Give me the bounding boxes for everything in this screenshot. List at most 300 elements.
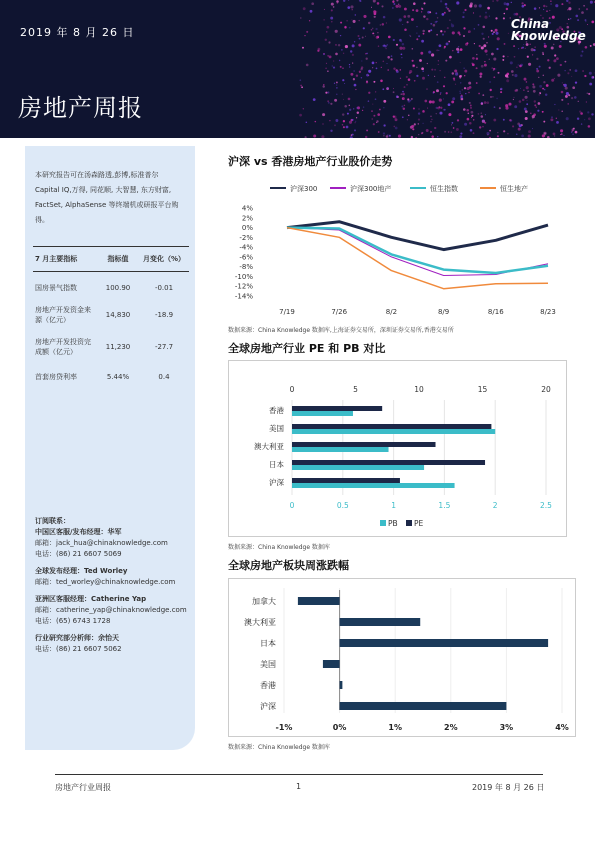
decor-dot xyxy=(444,12,445,13)
decor-dot xyxy=(579,110,581,112)
decor-dot xyxy=(300,79,302,81)
decor-dot xyxy=(349,109,351,111)
legend-label: 沪深300地产 xyxy=(350,185,392,193)
decor-dot xyxy=(430,116,432,118)
decor-dot xyxy=(416,33,417,34)
decor-dot xyxy=(524,108,527,111)
decor-dot xyxy=(299,114,302,117)
section3-source: 数据来源：China Knowledge 数据库 xyxy=(228,744,330,751)
decor-dot xyxy=(382,88,384,90)
decor-dot xyxy=(566,0,568,2)
decor-dot xyxy=(351,19,352,20)
decor-dot xyxy=(482,126,484,128)
cell-name: 房地产开发投资完成额（亿元） xyxy=(35,338,91,356)
y-tick-label: -10% xyxy=(234,272,253,281)
decor-dot xyxy=(395,127,398,130)
decor-dot xyxy=(481,113,482,114)
decor-dot xyxy=(356,107,358,109)
decor-dot xyxy=(412,128,414,130)
decor-dot xyxy=(452,31,455,34)
decor-dot xyxy=(401,57,402,58)
decor-dot xyxy=(460,82,461,83)
decor-dot xyxy=(528,63,531,66)
decor-dot xyxy=(439,70,440,71)
decor-dot xyxy=(437,81,439,83)
decor-dot xyxy=(483,38,485,40)
decor-dot xyxy=(590,1,593,4)
decor-dot xyxy=(445,3,448,6)
decor-dot xyxy=(430,29,432,31)
decor-dot xyxy=(407,15,410,18)
decor-dot xyxy=(463,11,465,13)
decor-dot xyxy=(563,135,564,136)
decor-dot xyxy=(550,118,553,121)
decor-dot xyxy=(460,133,462,135)
decor-dot xyxy=(468,92,469,93)
decor-dot xyxy=(440,94,441,95)
decor-dot xyxy=(530,44,531,45)
decor-dot xyxy=(423,15,425,17)
decor-dot xyxy=(481,65,484,68)
pe-bar xyxy=(292,442,436,447)
section2-title: 全球房地产行业 PE 和 PB 对比 xyxy=(228,342,386,355)
decor-dot xyxy=(492,0,493,1)
decor-dot xyxy=(408,78,411,81)
decor-dot xyxy=(415,137,417,138)
decor-dot xyxy=(465,93,466,94)
decor-dot xyxy=(481,33,483,35)
decor-dot xyxy=(421,40,424,43)
decor-dot xyxy=(358,44,361,47)
decor-dot xyxy=(543,9,544,10)
decor-dot xyxy=(329,120,330,121)
pe-axis-tick: 15 xyxy=(477,385,488,394)
decor-dot xyxy=(414,123,416,125)
decor-dot xyxy=(418,112,420,114)
decor-dot xyxy=(343,99,344,100)
decor-dot xyxy=(457,51,459,53)
decor-dot xyxy=(474,43,475,44)
decor-dot xyxy=(464,70,467,73)
decor-dot xyxy=(544,43,546,45)
decor-dot xyxy=(554,78,555,79)
decor-dot xyxy=(343,53,344,54)
decor-dot xyxy=(505,107,508,110)
x-tick-label: 3% xyxy=(499,723,514,732)
decor-dot xyxy=(508,33,509,34)
decor-dot xyxy=(418,134,419,135)
decor-dot xyxy=(495,32,498,35)
decor-dot xyxy=(332,65,333,66)
x-tick-label: -1% xyxy=(275,723,293,732)
decor-dot xyxy=(586,101,587,102)
section3-title: 全球房地产板块周涨跌幅 xyxy=(228,559,349,572)
decor-dot xyxy=(372,104,373,105)
header-banner xyxy=(0,0,595,138)
category-label: 沪深 xyxy=(269,478,284,487)
decor-dot xyxy=(416,75,418,77)
decor-dot xyxy=(349,64,350,65)
decor-dot xyxy=(468,113,470,115)
decor-dot xyxy=(403,15,406,18)
decor-dot xyxy=(406,76,408,78)
decor-dot xyxy=(565,87,568,90)
decor-dot xyxy=(571,76,572,77)
decor-dot xyxy=(542,134,545,137)
decor-dot xyxy=(426,18,428,20)
decor-dot xyxy=(346,20,348,22)
decor-dot xyxy=(587,92,589,94)
decor-dot xyxy=(349,105,350,106)
decor-dot xyxy=(464,87,466,89)
decor-dot xyxy=(474,28,475,29)
header-value: 指标值 xyxy=(107,255,129,263)
decor-dot xyxy=(340,22,342,24)
decor-dot xyxy=(578,101,579,102)
decor-dot xyxy=(515,13,518,16)
decor-dot xyxy=(504,2,507,5)
decor-dot xyxy=(359,38,361,40)
legend-label: 沪深300 xyxy=(290,185,318,193)
decor-dot xyxy=(513,97,514,98)
decor-dot xyxy=(590,45,592,47)
decor-dot xyxy=(493,76,495,78)
decor-dot xyxy=(446,92,448,94)
decor-dot xyxy=(588,117,591,120)
x-tick-label: 8/2 xyxy=(385,308,398,316)
decor-dot xyxy=(574,96,577,99)
y-tick-label: 0% xyxy=(241,224,253,233)
decor-dot xyxy=(521,135,524,138)
decor-dot xyxy=(398,5,401,8)
decor-dot xyxy=(430,23,432,25)
decor-dot xyxy=(568,94,570,96)
contact-group xyxy=(35,633,195,655)
decor-dot xyxy=(323,19,324,20)
x-tick-label: 8/16 xyxy=(487,308,504,316)
decor-dot xyxy=(479,15,481,17)
decor-dot xyxy=(503,119,505,121)
footer-rule xyxy=(55,774,543,775)
decor-dot xyxy=(444,109,446,111)
decor-dot xyxy=(555,59,556,60)
decor-dot xyxy=(549,67,551,69)
decor-dot xyxy=(493,57,496,60)
decor-dot xyxy=(591,21,594,24)
decor-dot xyxy=(440,0,442,2)
legend-label: 恒生指数 xyxy=(430,185,458,193)
decor-dot xyxy=(455,84,456,85)
decor-dot xyxy=(452,50,454,52)
decor-dot xyxy=(526,43,529,46)
logo-line1: China xyxy=(511,17,550,31)
decor-dot xyxy=(489,59,490,60)
decor-dot xyxy=(495,17,497,19)
contact-phone: 电话：(86) 21 6607 5062 xyxy=(35,645,122,653)
decor-dot xyxy=(353,20,356,23)
pe-bar xyxy=(292,478,400,483)
decor-dot xyxy=(506,79,509,82)
decor-dot xyxy=(323,53,325,55)
decor-dot xyxy=(459,135,462,138)
decor-dot xyxy=(354,41,355,42)
decor-dot xyxy=(489,130,491,132)
decor-dot xyxy=(516,66,518,68)
decor-dot xyxy=(336,85,337,86)
decor-dot xyxy=(493,119,496,122)
decor-dot xyxy=(373,10,376,13)
decor-dot xyxy=(524,78,527,81)
decor-dot xyxy=(413,107,415,109)
decor-dot xyxy=(592,76,593,77)
decor-dot xyxy=(540,93,541,94)
pb-bar xyxy=(292,483,455,488)
decor-dot xyxy=(409,70,412,73)
decor-dot xyxy=(366,58,368,60)
decor-dot xyxy=(481,115,484,118)
decor-dot xyxy=(451,23,453,25)
decor-dot xyxy=(543,121,545,123)
decor-dot xyxy=(402,91,404,93)
decor-dot xyxy=(376,62,377,63)
decor-dot xyxy=(436,49,438,51)
decor-dot xyxy=(444,46,446,48)
decor-dot xyxy=(463,108,466,111)
intro-text: 本研究报告可在汤森路透,彭博,标准普尔 Capital IQ,万得, 同花顺, 大智慧, 东方财富, FactSet, AlphaSense 等终端机或研报平台购得。 xyxy=(35,171,179,224)
decor-dot xyxy=(343,126,345,128)
decor-dot xyxy=(361,77,362,78)
decor-dot xyxy=(437,21,438,22)
decor-dot xyxy=(342,113,344,115)
decor-dot xyxy=(478,24,480,26)
decor-dot xyxy=(343,120,345,122)
decor-dot xyxy=(383,61,385,63)
contact-email[interactable]: 邮箱：jack_hua@chinaknowledge.com xyxy=(35,539,168,547)
decor-dot xyxy=(483,44,486,47)
decor-dot xyxy=(487,101,490,104)
decor-dot xyxy=(539,66,541,68)
decor-dot xyxy=(331,3,334,6)
legend-swatch-pb xyxy=(380,520,386,526)
contact-email[interactable]: 邮箱：ted_worley@chinaknowledge.com xyxy=(35,578,176,586)
decor-dot xyxy=(372,67,373,68)
decor-dot xyxy=(407,21,409,23)
decor-dot xyxy=(408,115,409,116)
decor-dot xyxy=(487,7,490,10)
pe-axis-tick: 0 xyxy=(289,385,295,394)
decor-dot xyxy=(335,30,338,33)
decor-dot xyxy=(545,94,547,96)
decor-dot xyxy=(583,5,585,7)
decor-dot xyxy=(427,108,428,109)
decor-dot xyxy=(534,7,537,10)
cell-name: 国房景气指数 xyxy=(35,284,77,292)
decor-dot xyxy=(565,95,568,98)
decor-dot xyxy=(502,59,504,61)
decor-dot xyxy=(344,83,345,84)
decor-dot xyxy=(534,104,536,106)
decor-dot xyxy=(375,91,376,92)
decor-dot xyxy=(416,38,418,40)
decor-dot xyxy=(499,107,501,109)
decor-dot xyxy=(492,96,494,98)
x-tick-label: 0% xyxy=(332,723,347,732)
decor-dot xyxy=(422,70,424,72)
decor-dot xyxy=(531,48,534,51)
y-tick-label: -12% xyxy=(234,282,253,291)
pb-axis-tick: 0 xyxy=(289,501,295,510)
decor-dot xyxy=(373,81,375,83)
decor-dot xyxy=(580,112,583,115)
decor-dot xyxy=(447,27,449,29)
contact-role: 行业研究部分析师：余怡天 xyxy=(35,634,119,642)
decor-dot xyxy=(564,61,566,63)
decor-dot xyxy=(525,96,528,99)
decor-dot xyxy=(402,97,405,100)
category-label: 沪深 xyxy=(260,702,276,711)
decor-dot xyxy=(532,128,533,129)
decor-dot xyxy=(489,16,490,17)
decor-dot xyxy=(400,78,401,79)
decor-dot xyxy=(532,86,535,89)
x-tick-label: 7/19 xyxy=(279,308,295,316)
decor-dot xyxy=(543,5,545,7)
decor-dot xyxy=(448,103,451,106)
decor-dot xyxy=(328,41,330,43)
decor-dot xyxy=(484,61,485,62)
decor-dot xyxy=(423,2,425,4)
decor-dot xyxy=(396,70,399,73)
decor-dot xyxy=(471,63,472,64)
contact-email[interactable]: 邮箱：catherine_yap@chinaknowledge.com xyxy=(35,606,187,614)
decor-dot xyxy=(561,91,564,94)
decor-dot xyxy=(448,113,451,116)
decor-dot xyxy=(460,62,461,63)
decor-dot xyxy=(438,50,439,51)
decor-dot xyxy=(560,64,562,66)
contact-title: 订阅联系： xyxy=(35,517,70,525)
decor-dot xyxy=(300,17,301,18)
decor-dot xyxy=(513,45,515,47)
decor-dot xyxy=(363,15,366,18)
decor-dot xyxy=(507,56,508,57)
decor-dot xyxy=(426,129,429,132)
decor-dot xyxy=(456,128,459,131)
decor-dot xyxy=(434,76,435,77)
decor-dot xyxy=(506,3,509,6)
decor-dot xyxy=(543,75,544,76)
decor-dot xyxy=(567,103,569,105)
decor-dot xyxy=(469,102,471,104)
decor-dot xyxy=(393,39,395,41)
decor-dot xyxy=(353,108,354,109)
decor-dot xyxy=(422,77,425,80)
decor-dot xyxy=(496,0,498,2)
decor-dot xyxy=(306,31,308,33)
decor-dot xyxy=(380,24,382,26)
decor-dot xyxy=(347,113,349,115)
decor-dot xyxy=(378,131,380,133)
decor-dot xyxy=(556,57,559,60)
decor-dot xyxy=(317,50,319,52)
decor-dot xyxy=(462,89,463,90)
decor-dot xyxy=(587,111,589,113)
decor-dot xyxy=(511,2,512,3)
decor-dot xyxy=(418,108,419,109)
decor-dot xyxy=(350,50,352,52)
decor-dot xyxy=(376,68,378,70)
decor-dot xyxy=(514,105,517,108)
decor-dot xyxy=(533,90,536,93)
decor-dot xyxy=(571,97,573,99)
category-label: 澳大利亚 xyxy=(254,442,284,451)
decor-dot xyxy=(452,72,454,74)
decor-dot xyxy=(371,110,373,112)
decor-dot xyxy=(454,69,457,72)
china-knowledge-logo xyxy=(511,18,586,42)
decor-dot xyxy=(363,106,364,107)
decor-dot xyxy=(532,115,535,118)
decor-dot xyxy=(464,123,467,126)
decor-dot xyxy=(571,132,572,133)
decor-dot xyxy=(506,8,508,10)
decor-dot xyxy=(399,47,402,50)
pe-axis-tick: 5 xyxy=(353,385,358,394)
category-label: 日本 xyxy=(260,639,276,648)
legend-label: 恒生地产 xyxy=(500,185,528,193)
decor-dot xyxy=(523,89,525,91)
decor-dot xyxy=(508,103,511,106)
decor-dot xyxy=(387,134,388,135)
decor-dot xyxy=(359,71,361,73)
decor-dot xyxy=(305,136,307,138)
decor-dot xyxy=(464,68,465,69)
decor-dot xyxy=(479,126,481,128)
decor-dot xyxy=(519,100,522,103)
decor-dot xyxy=(342,124,344,126)
contact-group xyxy=(35,566,195,588)
decor-dot xyxy=(466,109,469,112)
decor-dot xyxy=(503,55,505,57)
decor-dot xyxy=(452,122,454,124)
decor-dot xyxy=(589,83,592,86)
decor-dot xyxy=(380,80,383,83)
decor-dot xyxy=(536,58,538,60)
decor-dot xyxy=(469,122,472,125)
decor-dot xyxy=(406,84,408,86)
decor-dot xyxy=(327,100,328,101)
decor-dot xyxy=(358,35,360,37)
cell-name: 首套房贷利率 xyxy=(35,373,77,381)
decor-dot xyxy=(422,110,425,113)
decor-dot xyxy=(421,67,424,70)
decor-dot xyxy=(488,36,489,37)
decor-dot xyxy=(439,44,442,47)
decor-dot xyxy=(402,116,404,118)
decor-dot xyxy=(336,81,338,83)
decor-dot xyxy=(539,85,542,88)
decor-dot xyxy=(526,103,528,105)
decor-dot xyxy=(484,50,487,53)
decor-dot xyxy=(443,85,445,87)
decor-dot xyxy=(553,133,556,136)
decor-dot xyxy=(325,39,327,41)
decor-dot xyxy=(438,60,439,61)
decor-dot xyxy=(301,86,303,88)
decor-dot xyxy=(525,48,526,49)
decor-dot xyxy=(473,132,475,134)
decor-dot xyxy=(342,79,344,81)
